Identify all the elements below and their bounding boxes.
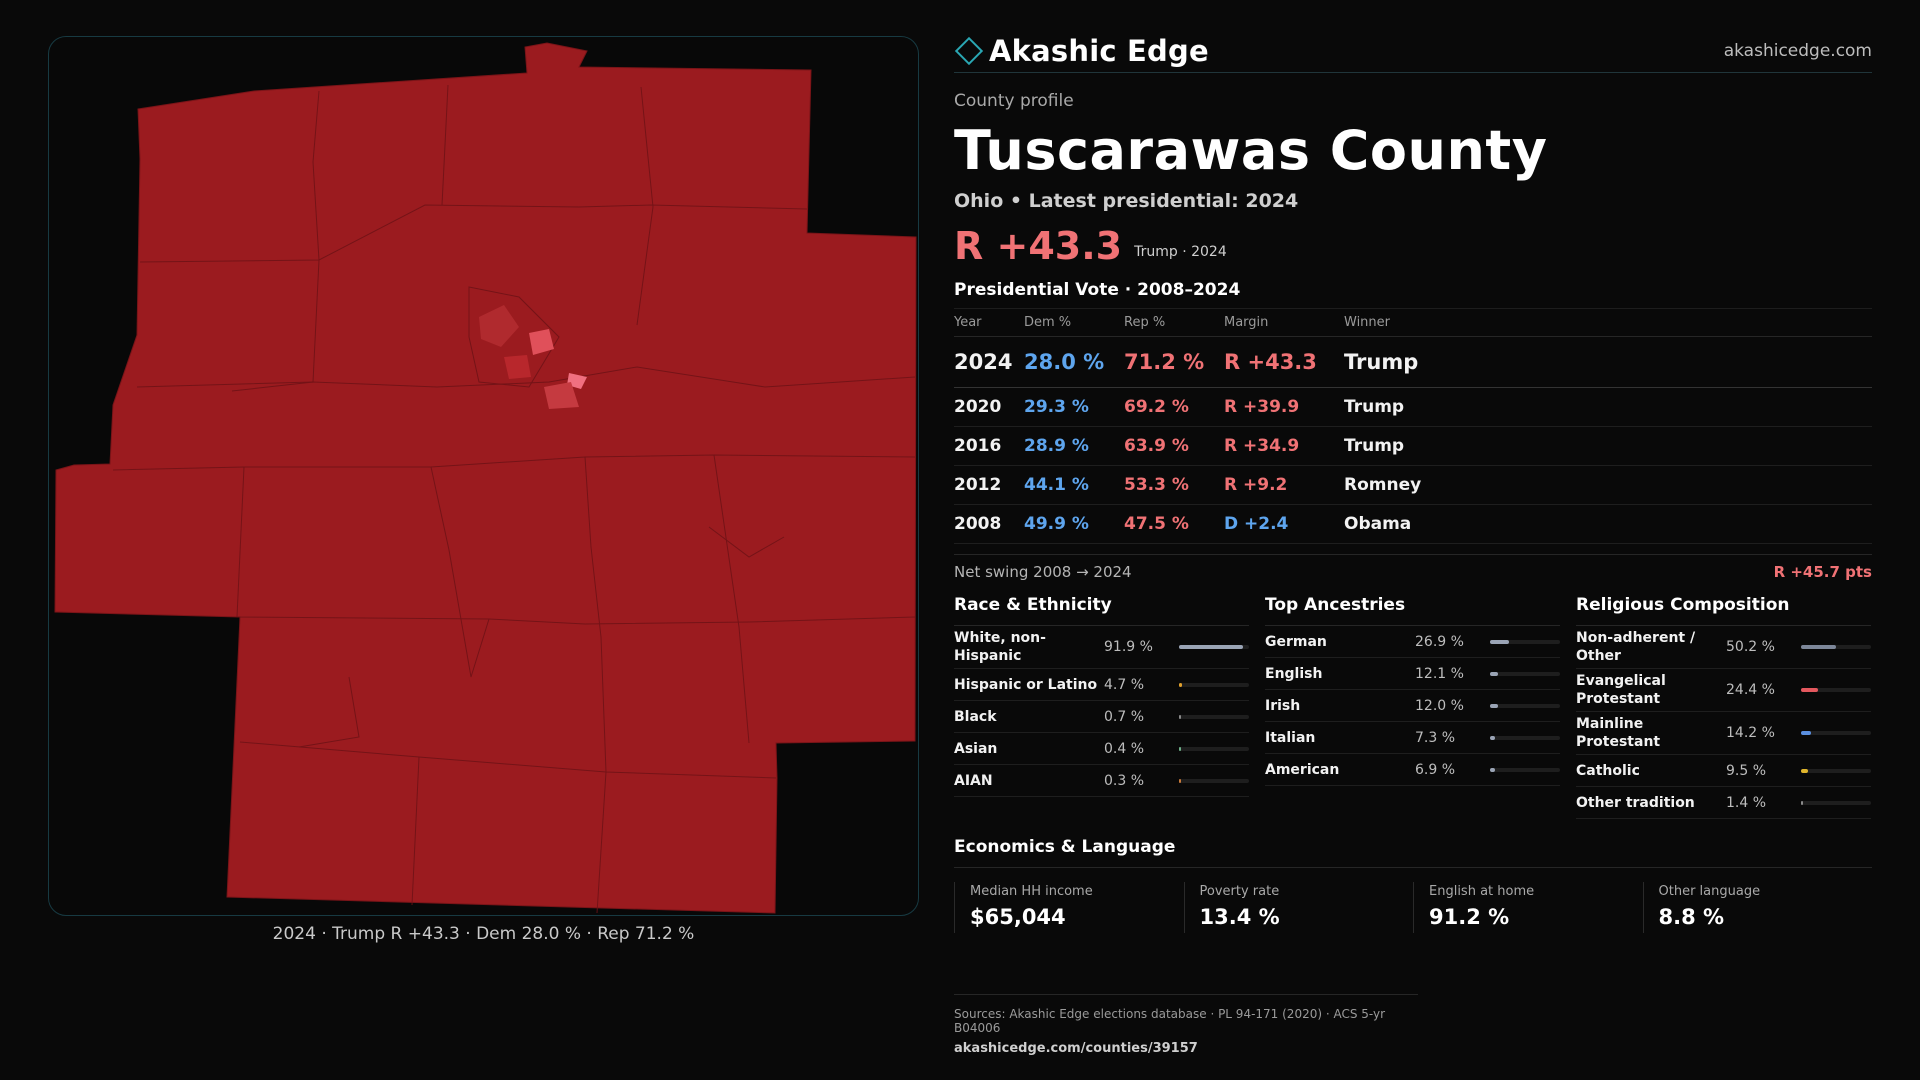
stat-poverty-rate <box>1184 882 1414 933</box>
item-bar <box>1179 779 1249 783</box>
item-bar-fill <box>1179 645 1243 649</box>
row-year: 2012 <box>954 466 1024 505</box>
row-margin: R +9.2 <box>1224 466 1344 505</box>
item-bar-fill <box>1490 768 1495 772</box>
item-bar-fill <box>1801 801 1803 805</box>
item-value: 12.0 % <box>1415 697 1464 714</box>
list-item <box>1576 787 1871 819</box>
item-value: 91.9 % <box>1104 639 1153 655</box>
economics-title: Economics & Language <box>954 837 1872 868</box>
demographics <box>954 595 1872 819</box>
row-year: 2008 <box>954 505 1024 544</box>
item-bar <box>1801 645 1871 649</box>
col-header-margin: Margin <box>1224 309 1344 337</box>
row-rep: 71.2 % <box>1124 337 1224 388</box>
row-winner: Romney <box>1344 466 1872 505</box>
logo-diamond-icon <box>955 37 983 65</box>
col-header-dem: Dem % <box>1024 309 1124 337</box>
list-item <box>1265 658 1560 690</box>
item-value: 0.3 % <box>1104 772 1145 789</box>
item-value: 12.1 % <box>1415 665 1464 682</box>
item-label: Italian <box>1265 729 1316 746</box>
sources-text: Sources: Akashic Edge elections database · PL 94-171 (2020) · ACS 5-yr B04006 <box>954 1007 1386 1035</box>
profile-panel <box>954 30 1872 933</box>
stat-label: English at home <box>1429 884 1535 899</box>
item-label: Asian <box>954 740 998 757</box>
list-item <box>954 626 1249 669</box>
item-bar <box>1490 640 1560 644</box>
item-label: Black <box>954 708 997 725</box>
item-label: Evangelical Protestant <box>1576 673 1666 707</box>
religion-panel <box>1576 595 1871 819</box>
row-winner: Trump <box>1344 337 1872 388</box>
row-margin: R +34.9 <box>1224 427 1344 466</box>
economics-stats <box>954 882 1872 933</box>
item-bar-fill <box>1179 747 1181 751</box>
row-winner: Obama <box>1344 505 1872 544</box>
precinct-map[interactable] <box>49 37 919 916</box>
item-bar-fill <box>1801 731 1811 735</box>
item-value: 4.7 % <box>1104 676 1145 693</box>
item-label: American <box>1265 761 1340 778</box>
item-bar <box>1179 645 1249 649</box>
race-title: Race & Ethnicity <box>954 595 1249 626</box>
row-year: 2016 <box>954 427 1024 466</box>
list-item <box>954 733 1249 765</box>
item-bar <box>1490 704 1560 708</box>
profile-subtitle: Ohio • Latest presidential: 2024 <box>954 190 1299 212</box>
item-bar <box>1490 768 1560 772</box>
row-rep: 69.2 % <box>1124 388 1224 427</box>
item-bar <box>1179 683 1249 687</box>
col-header-rep: Rep % <box>1124 309 1224 337</box>
row-rep: 63.9 % <box>1124 427 1224 466</box>
list-item <box>954 669 1249 701</box>
item-label: Irish <box>1265 697 1301 714</box>
item-bar-fill <box>1801 688 1818 692</box>
item-bar <box>1801 688 1871 692</box>
stat-label: Median HH income <box>970 884 1093 899</box>
row-dem: 49.9 % <box>1024 505 1124 544</box>
stat-value: $65,044 <box>970 905 1066 929</box>
county-map[interactable] <box>48 36 919 916</box>
list-item <box>1265 626 1560 658</box>
sources-footer <box>954 994 1418 1056</box>
item-bar <box>1801 801 1871 805</box>
item-bar <box>1490 736 1560 740</box>
item-bar <box>1490 672 1560 676</box>
stat-median-income <box>954 882 1184 933</box>
col-header-year: Year <box>954 309 1024 337</box>
list-item <box>1576 669 1871 712</box>
item-value: 1.4 % <box>1726 794 1767 811</box>
row-dem: 44.1 % <box>1024 466 1124 505</box>
item-value: 26.9 % <box>1415 633 1464 650</box>
brand-url-link[interactable]: akashicedge.com <box>1723 41 1872 61</box>
list-item <box>954 701 1249 733</box>
item-value: 50.2 % <box>1726 639 1775 655</box>
net-swing-value: R +45.7 pts <box>1773 563 1872 581</box>
row-dem: 28.0 % <box>1024 337 1124 388</box>
item-label: AIAN <box>954 772 993 789</box>
row-winner: Trump <box>1344 388 1872 427</box>
table-row <box>954 337 1872 388</box>
item-label: Mainline Protestant <box>1576 716 1661 750</box>
ancestry-title: Top Ancestries <box>1265 595 1560 626</box>
item-bar <box>1801 731 1871 735</box>
net-swing <box>954 554 1872 581</box>
row-margin: R +43.3 <box>1224 337 1344 388</box>
stat-other-language <box>1643 882 1873 933</box>
col-header-winner: Winner <box>1344 309 1872 337</box>
item-bar-fill <box>1801 769 1808 773</box>
county-shape <box>55 43 916 913</box>
item-label: German <box>1265 633 1327 650</box>
county-permalink[interactable]: akashicedge.com/counties/39157 <box>954 1041 1198 1056</box>
item-value: 0.7 % <box>1104 708 1145 725</box>
list-item <box>1576 712 1871 755</box>
latest-margin <box>954 224 1872 268</box>
row-rep: 47.5 % <box>1124 505 1224 544</box>
votes-title: Presidential Vote · 2008–2024 <box>954 280 1241 300</box>
row-rep: 53.3 % <box>1124 466 1224 505</box>
item-bar <box>1179 715 1249 719</box>
item-value: 9.5 % <box>1726 762 1767 779</box>
stat-value: 13.4 % <box>1199 905 1280 929</box>
row-dem: 29.3 % <box>1024 388 1124 427</box>
item-bar-fill <box>1179 715 1181 719</box>
list-item <box>1576 755 1871 787</box>
table-row <box>954 427 1872 466</box>
item-value: 0.4 % <box>1104 740 1145 757</box>
list-item <box>1576 626 1871 669</box>
list-item <box>954 765 1249 797</box>
table-row <box>954 505 1872 544</box>
religion-title: Religious Composition <box>1576 595 1871 626</box>
item-bar-fill <box>1179 779 1181 783</box>
stat-value: 8.8 % <box>1658 905 1725 929</box>
brand-name[interactable]: Akashic Edge <box>989 34 1209 68</box>
row-year: 2024 <box>954 337 1024 388</box>
item-bar-fill <box>1801 645 1836 649</box>
item-bar <box>1801 769 1871 773</box>
stat-english-at-home <box>1413 882 1643 933</box>
item-bar <box>1179 747 1249 751</box>
item-value: 24.4 % <box>1726 682 1775 698</box>
row-margin: D +2.4 <box>1224 505 1344 544</box>
row-dem: 28.9 % <box>1024 427 1124 466</box>
item-label: English <box>1265 665 1323 682</box>
item-value: 14.2 % <box>1726 725 1775 741</box>
brand-header <box>954 30 1872 72</box>
item-bar-fill <box>1490 640 1509 644</box>
map-caption: 2024 · Trump R +43.3 · Dem 28.0 % · Rep 71.2 % <box>272 924 695 944</box>
header-divider <box>954 72 1872 73</box>
row-year: 2020 <box>954 388 1024 427</box>
list-item <box>1265 754 1560 786</box>
item-bar-fill <box>1490 736 1495 740</box>
votes-table <box>954 308 1872 544</box>
latest-margin-value: R +43.3 <box>954 224 1123 268</box>
row-margin: R +39.9 <box>1224 388 1344 427</box>
item-value: 7.3 % <box>1415 729 1456 746</box>
item-label: White, non-Hispanic <box>954 630 1046 664</box>
item-label: Hispanic or Latino <box>954 676 1098 693</box>
item-label: Non-adherent / Other <box>1576 630 1696 664</box>
table-row <box>954 466 1872 505</box>
latest-margin-note: Trump · 2024 <box>1134 244 1227 260</box>
item-label: Catholic <box>1576 762 1640 779</box>
stat-label: Poverty rate <box>1199 884 1280 899</box>
list-item <box>1265 690 1560 722</box>
row-winner: Trump <box>1344 427 1872 466</box>
stat-value: 91.2 % <box>1429 905 1510 929</box>
item-bar-fill <box>1490 672 1498 676</box>
net-swing-label: Net swing 2008 → 2024 <box>954 563 1132 581</box>
table-row <box>954 388 1872 427</box>
profile-kicker: County profile <box>954 91 1074 111</box>
list-item <box>1265 722 1560 754</box>
item-bar-fill <box>1179 683 1182 687</box>
stat-label: Other language <box>1658 884 1761 899</box>
item-value: 6.9 % <box>1415 761 1456 778</box>
item-label: Other tradition <box>1576 794 1695 811</box>
page-title: Tuscarawas County <box>954 119 1548 182</box>
race-panel <box>954 595 1249 819</box>
ancestry-panel <box>1265 595 1560 819</box>
item-bar-fill <box>1490 704 1498 708</box>
